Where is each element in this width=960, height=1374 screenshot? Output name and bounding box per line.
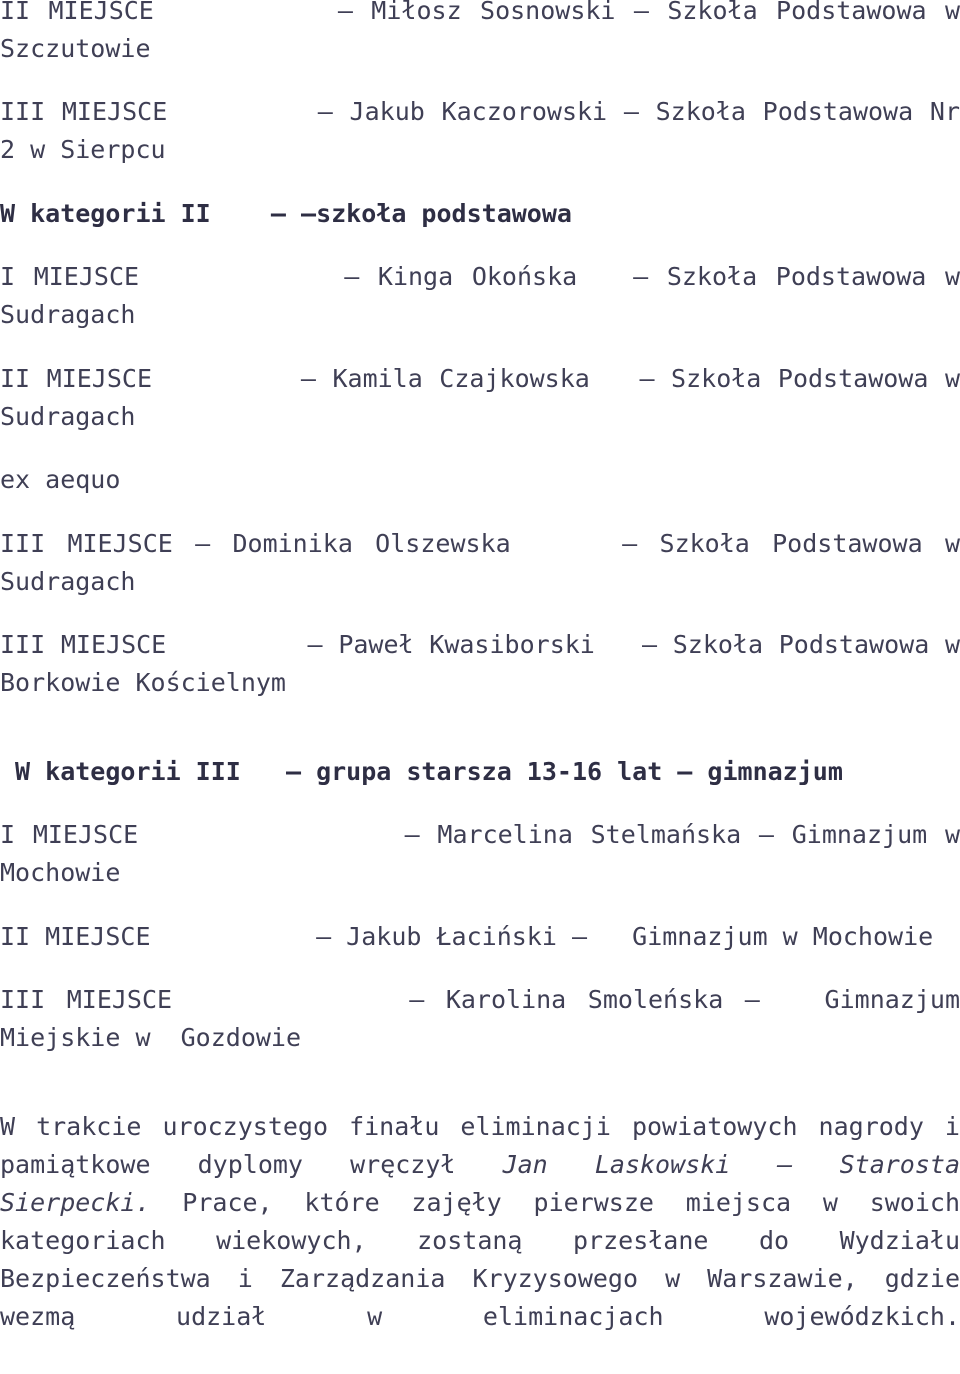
result-line: Szczutowie bbox=[0, 34, 151, 63]
result-line: Miejskie w Gozdowie bbox=[0, 1023, 302, 1052]
result-line: III MIEJSCE – Paweł Kwasiborski – Szkoła Podstawowa w bbox=[0, 630, 960, 659]
closing-paragraph bbox=[0, 1108, 960, 1374]
result-line: Sudragach bbox=[0, 567, 136, 596]
result-line: I MIEJSCE – Marcelina Stelmańska – Gimnazjum w bbox=[0, 820, 960, 849]
closing-text-after: Prace, które zajęły pierwsze miejsca w swoich kategoriach wiekowych, zostaną przesłane do Wydziału Bezpieczeństwa i Zarządzania Kryzysowego w Warszawie, gdzie wezmą udział w eliminacjach wojewódzkich. bbox=[0, 1188, 960, 1331]
category-heading: W kategorii II – –szkoła podstawowa bbox=[0, 199, 572, 228]
result-line: Mochowie bbox=[0, 858, 121, 887]
result-line: 2 w Sierpcu bbox=[0, 135, 166, 164]
result-line: Sudragach bbox=[0, 402, 136, 431]
result-line: II MIEJSCE – Kamila Czajkowska – Szkoła Podstawowa w bbox=[0, 364, 960, 393]
result-line: II MIEJSCE – Miłosz Sosnowski – Szkoła Podstawowa w bbox=[0, 0, 960, 25]
category-heading: W kategorii III – grupa starsza 13-16 lat – gimnazjum bbox=[0, 757, 843, 786]
result-line: I MIEJSCE – Kinga Okońska – Szkoła Podstawowa w bbox=[0, 262, 960, 291]
result-line: Sudragach bbox=[0, 300, 136, 329]
result-line: II MIEJSCE – Jakub Łaciński – Gimnazjum w Mochowie bbox=[0, 922, 934, 951]
ex-aequo-note: ex aequo bbox=[0, 465, 121, 494]
closing-text-before: W trakcie uroczystego finału eliminacji powiatowych nagrody i pamiątkowe dyplomy wręczył bbox=[0, 1112, 960, 1179]
result-line: III MIEJSCE – Dominika Olszewska – Szkoła Podstawowa w bbox=[0, 529, 960, 558]
result-line: III MIEJSCE – Karolina Smoleńska – Gimnazjum bbox=[0, 985, 960, 1014]
closing-text-italic: Jan Laskowski – Starosta Sierpecki. bbox=[0, 1150, 960, 1217]
result-line: Borkowie Kościelnym bbox=[0, 668, 286, 697]
result-line: III MIEJSCE – Jakub Kaczorowski – Szkoła Podstawowa Nr bbox=[0, 97, 960, 126]
